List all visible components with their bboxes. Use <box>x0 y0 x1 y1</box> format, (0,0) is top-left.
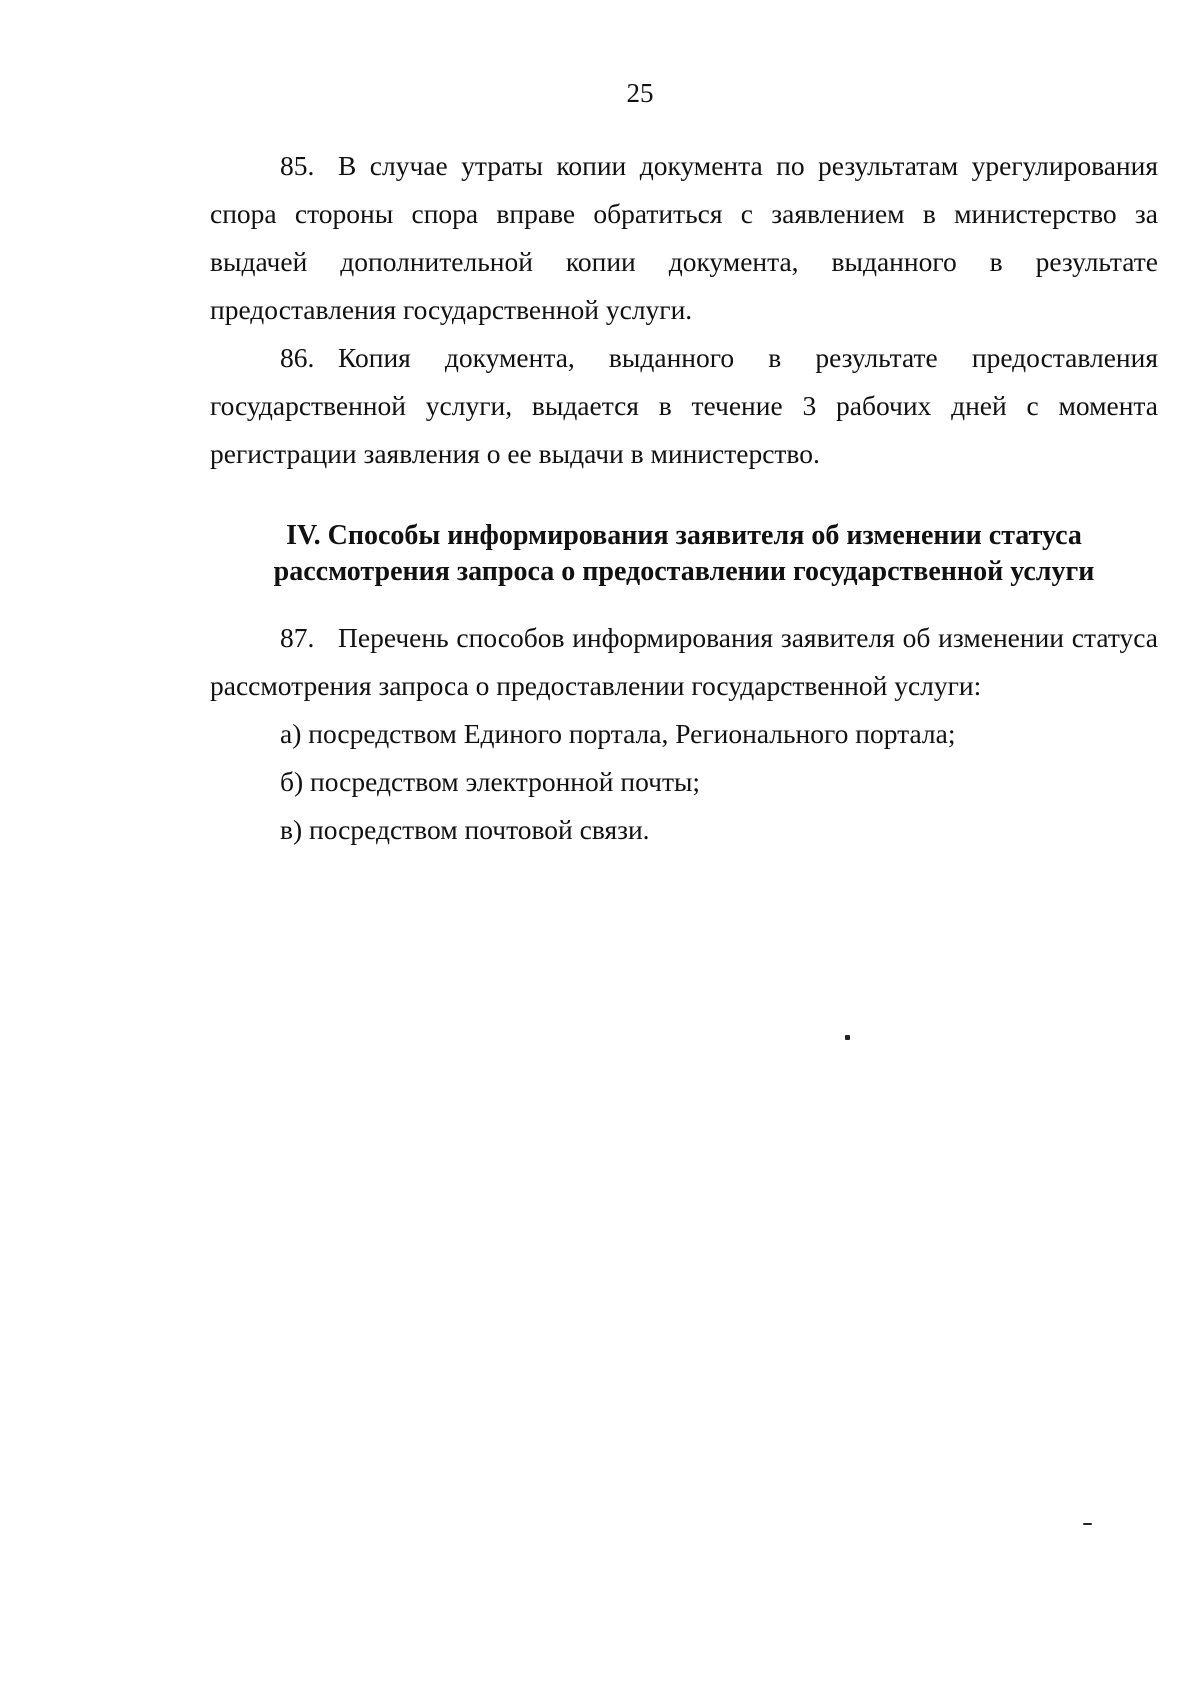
page-number: 25 <box>626 78 654 108</box>
section-heading <box>210 518 1158 590</box>
paragraph-number: 85. <box>280 150 315 181</box>
scan-speck <box>845 1035 850 1040</box>
list-item: а) посредством Единого портала, Регионального портала; <box>280 718 956 749</box>
paragraph-number: 87. <box>280 622 315 653</box>
list-item: б) посредством электронной почты; <box>280 766 701 797</box>
paragraph-87 <box>210 614 1158 710</box>
paragraph-text: В случае утраты копии документа по результатам урегулирования спора стороны спора вправе обратиться с заявлением в министерство за выдачей дополнительной копии документа, выданного в результате предоставления государственной услуги. <box>210 150 1158 325</box>
document-body <box>210 142 1158 854</box>
paragraph-text: Копия документа, выданного в результате предоставления государственной услуги, выдается в течение 3 рабочих дней с момента регистрации заявления о ее выдачи в министерство. <box>210 342 1158 469</box>
list-item: в) посредством почтовой связи. <box>280 814 650 845</box>
paragraph-86 <box>210 334 1158 478</box>
section-heading-line-2: рассмотрения запроса о предоставлении государственной услуги <box>273 556 1095 587</box>
paragraph-number: 86. <box>280 342 315 373</box>
section-heading-line-1: IV. Способы информирования заявителя об изменении статуса <box>286 520 1082 551</box>
scan-speck <box>1083 1523 1092 1525</box>
paragraph-text: Перечень способов информирования заявителя об изменении статуса рассмотрения запроса о предоставлении государственной услуги: <box>210 622 1158 701</box>
paragraph-85 <box>210 142 1158 334</box>
